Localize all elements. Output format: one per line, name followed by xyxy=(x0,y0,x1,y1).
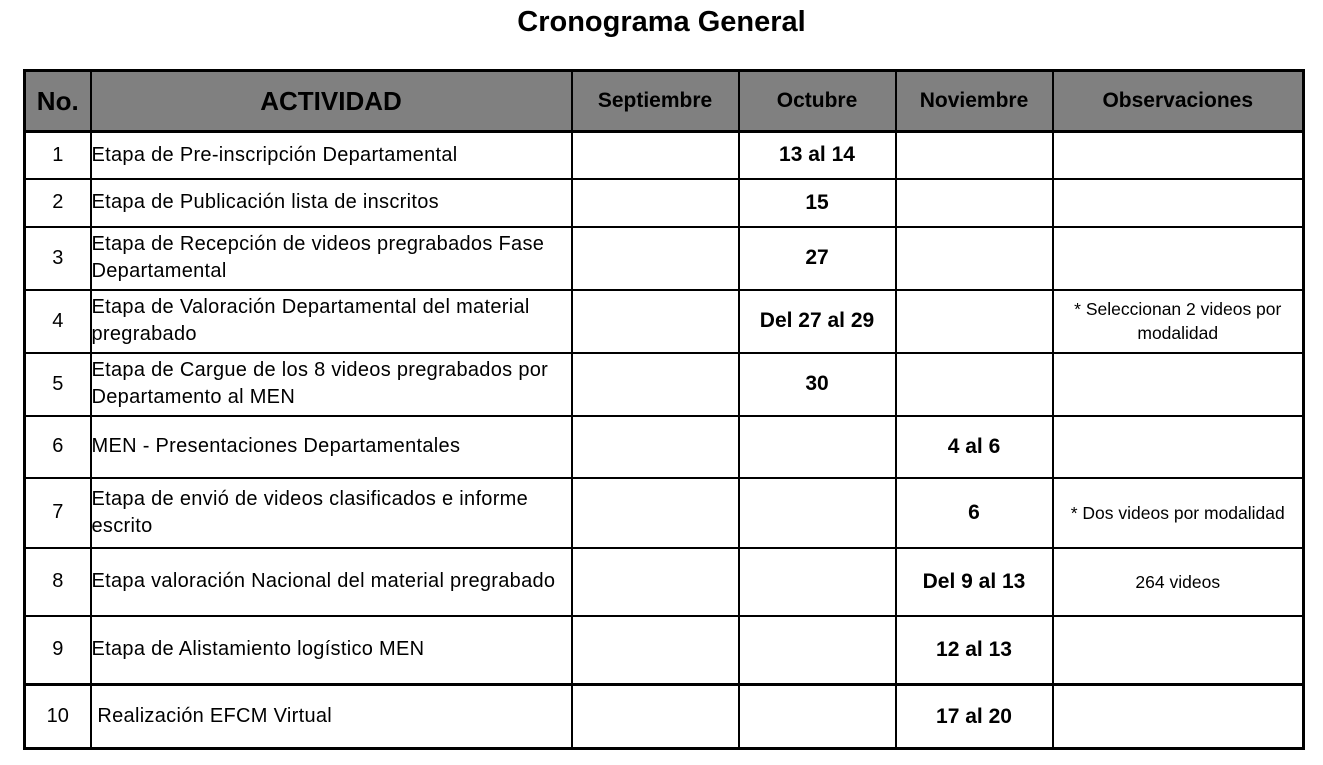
schedule-table xyxy=(23,69,1305,750)
november-cell xyxy=(896,132,1053,179)
october-cell: 27 xyxy=(739,227,896,290)
row-number: 4 xyxy=(25,290,91,353)
october-cell xyxy=(739,616,896,685)
table-row xyxy=(25,132,1304,179)
activity-cell: Etapa de Pre-inscripción Departamental xyxy=(91,132,572,179)
header-observations: Observaciones xyxy=(1053,71,1304,132)
november-cell xyxy=(896,353,1053,416)
row-number: 1 xyxy=(25,132,91,179)
october-cell xyxy=(739,478,896,548)
row-number: 5 xyxy=(25,353,91,416)
september-cell xyxy=(572,685,739,749)
observations-cell xyxy=(1053,179,1304,227)
november-cell: 17 al 20 xyxy=(896,685,1053,749)
table-row xyxy=(25,227,1304,290)
october-cell: 13 al 14 xyxy=(739,132,896,179)
header-october: Octubre xyxy=(739,71,896,132)
activity-cell: Etapa de Cargue de los 8 videos pregrabados por Departamento al MEN xyxy=(91,353,572,416)
activity-cell: Etapa de Valoración Departamental del material pregrabado xyxy=(91,290,572,353)
september-cell xyxy=(572,353,739,416)
november-cell xyxy=(896,179,1053,227)
header-no: No. xyxy=(25,71,91,132)
september-cell xyxy=(572,132,739,179)
october-cell: 15 xyxy=(739,179,896,227)
page-title: Cronograma General xyxy=(517,6,806,38)
row-number: 7 xyxy=(25,478,91,548)
activity-cell: Realización EFCM Virtual xyxy=(91,685,572,749)
header-september: Septiembre xyxy=(572,71,739,132)
observations-cell xyxy=(1053,616,1304,685)
header-row xyxy=(25,71,1304,132)
october-cell: Del 27 al 29 xyxy=(739,290,896,353)
table-row xyxy=(25,290,1304,353)
row-number: 3 xyxy=(25,227,91,290)
activity-cell: Etapa de Publicación lista de inscritos xyxy=(91,179,572,227)
october-cell xyxy=(739,685,896,749)
observations-cell: 264 videos xyxy=(1053,548,1304,616)
november-cell: 6 xyxy=(896,478,1053,548)
observations-cell xyxy=(1053,353,1304,416)
header-activity: ACTIVIDAD xyxy=(91,71,572,132)
row-number: 2 xyxy=(25,179,91,227)
table-row xyxy=(25,353,1304,416)
september-cell xyxy=(572,548,739,616)
october-cell xyxy=(739,548,896,616)
observations-cell xyxy=(1053,416,1304,478)
november-cell: 12 al 13 xyxy=(896,616,1053,685)
table-row xyxy=(25,179,1304,227)
september-cell xyxy=(572,416,739,478)
row-number: 8 xyxy=(25,548,91,616)
activity-cell: Etapa de Recepción de videos pregrabados Fase Departamental xyxy=(91,227,572,290)
september-cell xyxy=(572,179,739,227)
row-number: 10 xyxy=(25,685,91,749)
november-cell xyxy=(896,290,1053,353)
table-row xyxy=(25,548,1304,616)
observations-cell xyxy=(1053,132,1304,179)
table-row xyxy=(25,616,1304,685)
table-row xyxy=(25,416,1304,478)
november-cell xyxy=(896,227,1053,290)
observations-cell: * Seleccionan 2 videos por modalidad xyxy=(1053,290,1304,353)
november-cell: 4 al 6 xyxy=(896,416,1053,478)
observations-cell xyxy=(1053,685,1304,749)
september-cell xyxy=(572,616,739,685)
november-cell: Del 9 al 13 xyxy=(896,548,1053,616)
activity-cell: MEN - Presentaciones Departamentales xyxy=(91,416,572,478)
activity-cell: Etapa valoración Nacional del material pregrabado xyxy=(91,548,572,616)
september-cell xyxy=(572,227,739,290)
observations-cell xyxy=(1053,227,1304,290)
october-cell xyxy=(739,416,896,478)
table-row xyxy=(25,478,1304,548)
september-cell xyxy=(572,290,739,353)
october-cell: 30 xyxy=(739,353,896,416)
header-november: Noviembre xyxy=(896,71,1053,132)
table-row xyxy=(25,685,1304,749)
observations-cell: * Dos videos por modalidad xyxy=(1053,478,1304,548)
row-number: 9 xyxy=(25,616,91,685)
activity-cell: Etapa de envió de videos clasificados e informe escrito xyxy=(91,478,572,548)
row-number: 6 xyxy=(25,416,91,478)
activity-cell: Etapa de Alistamiento logístico MEN xyxy=(91,616,572,685)
september-cell xyxy=(572,478,739,548)
